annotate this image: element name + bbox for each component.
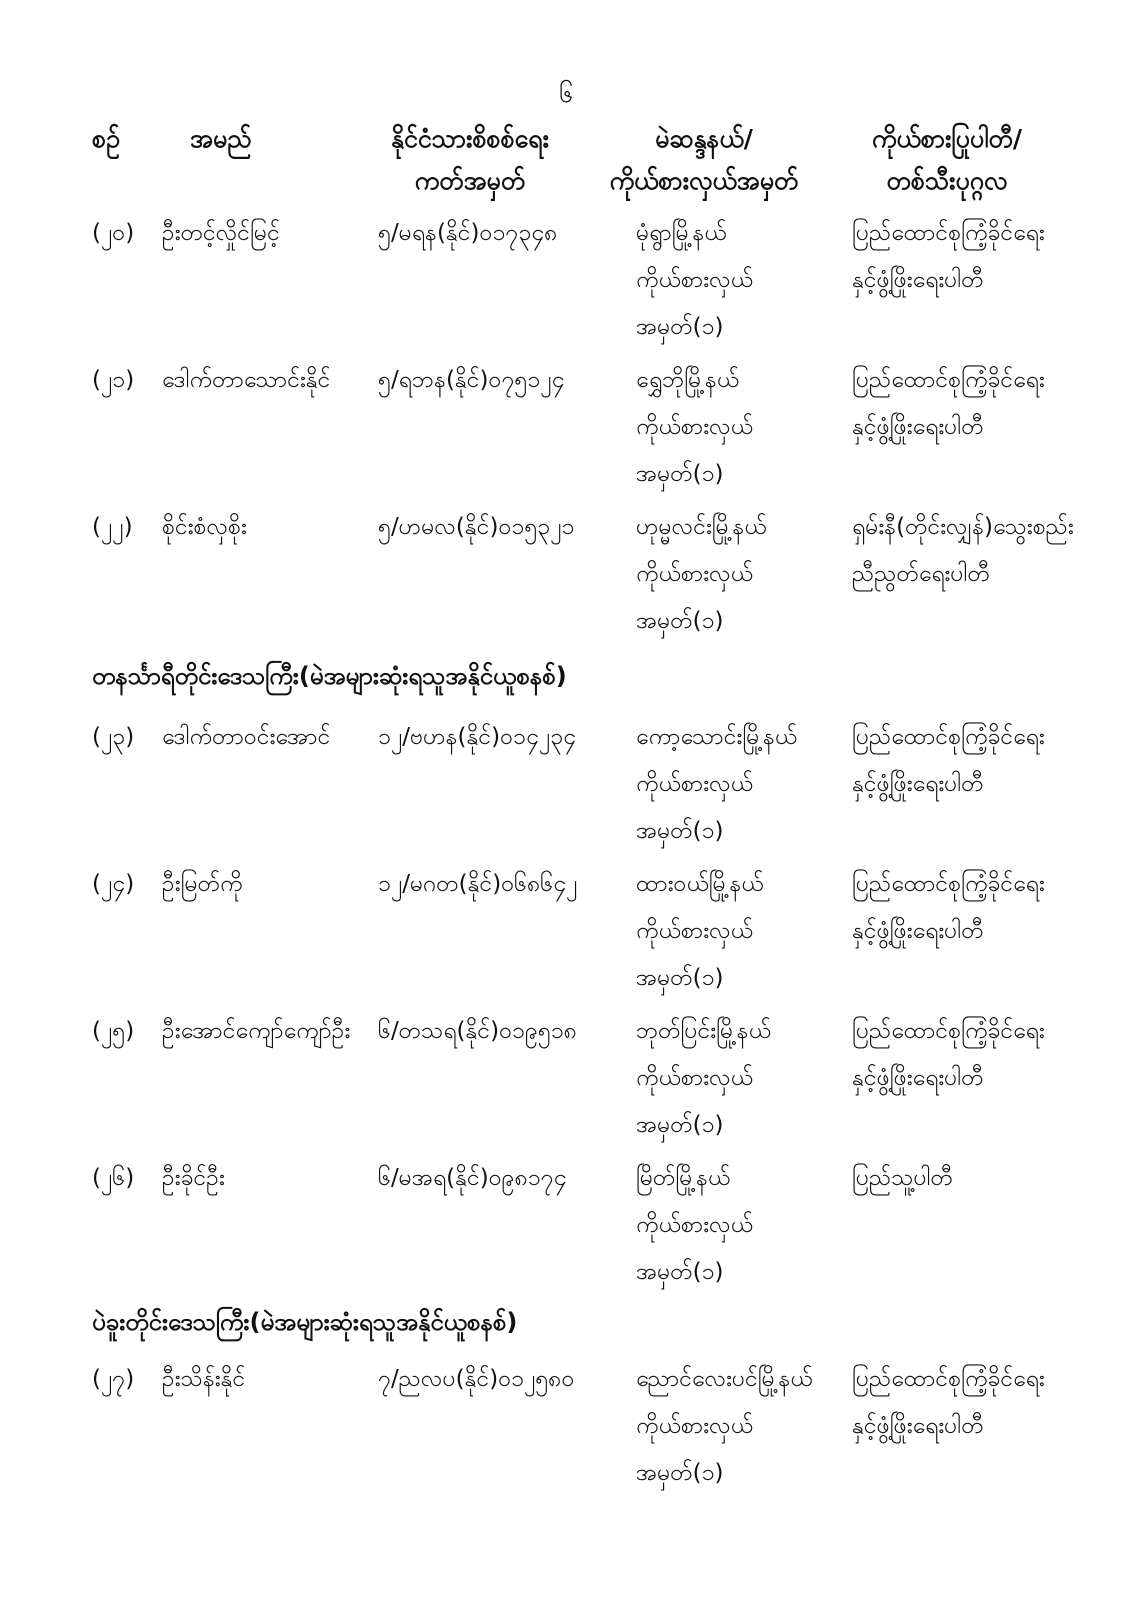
- row-number: (၂၇): [92, 1366, 135, 1392]
- constituency-line: အမှတ်(၁): [636, 314, 724, 340]
- section-title-tanintharyi: တနင်္သာရီတိုင်းဒေသကြီး(မဲအများဆုံးရသူအနိုင်ယူစနစ်): [92, 662, 567, 690]
- party-line: ရှမ်းနီ(တိုင်းလျှန်)သွေးစည်း: [852, 514, 1074, 540]
- candidate-name: ဦးအောင်ကျော်ကျော်ဦး: [162, 1018, 351, 1044]
- header-constituency-line2: ကိုယ်စားလှယ်အမှတ်: [609, 166, 799, 195]
- constituency-line: ဟုမ္မလင်းမြို့နယ်: [636, 514, 767, 540]
- candidate-name: ဒေါက်တာဝင်းအောင်: [162, 724, 331, 750]
- constituency-line: ကိုယ်စားလှယ်: [636, 1212, 753, 1238]
- row-number: (၂၂): [92, 514, 133, 540]
- constituency: [636, 504, 767, 645]
- header-nrc-line2: ကတ်အမှတ်: [414, 166, 526, 195]
- party-line: နှင့်ဖွံ့ဖြိုးရေးပါတီ: [852, 771, 984, 797]
- constituency-line: ရွှေဘိုမြို့နယ်: [636, 367, 740, 393]
- constituency-line: အမှတ်(၁): [636, 1460, 724, 1486]
- candidate-name: စိုင်းစံလှစိုး: [162, 514, 247, 540]
- candidate-name: ဒေါက်တာသောင်းနိုင်: [162, 367, 331, 393]
- row-number: (၂၁): [92, 367, 135, 393]
- row-number: (၂၀): [92, 220, 135, 246]
- header-constituency-line1: မဲဆန္ဒနယ်/: [655, 124, 753, 153]
- party-line: ညီညွတ်ရေးပါတီ: [852, 561, 990, 587]
- party-line: ပြည်သူ့ပါတီ: [852, 1165, 953, 1191]
- row-number: (၂၆): [92, 1165, 135, 1191]
- header-name: အမည်: [190, 124, 252, 153]
- constituency: [636, 1008, 771, 1149]
- nrc-number: ၅/ရဘန(နိုင်)၀၇၅၁၂၄: [378, 367, 565, 393]
- constituency: [636, 1155, 753, 1296]
- header-party-line1: ကိုယ်စားပြုပါတီ/: [872, 124, 1022, 153]
- party: [852, 861, 1045, 955]
- party: [852, 357, 1045, 451]
- constituency-line: ကိုယ်စားလှယ်: [636, 1065, 753, 1091]
- constituency-line: ကိုယ်စားလှယ်: [636, 771, 753, 797]
- constituency-line: ကိုယ်စားလှယ်: [636, 1413, 753, 1439]
- party-line: ပြည်ထောင်စုကြံ့ခိုင်ရေး: [852, 724, 1045, 750]
- constituency: [636, 1356, 813, 1497]
- nrc-number: ၁၂/ဗဟန(နိုင်)၀၁၄၂၃၄: [378, 724, 577, 750]
- party: [852, 1356, 1045, 1450]
- constituency-line: ကော့သောင်းမြို့နယ်: [636, 724, 798, 750]
- constituency: [636, 357, 753, 498]
- constituency-line: ကိုယ်စားလှယ်: [636, 918, 753, 944]
- constituency: [636, 714, 797, 855]
- party: [852, 504, 1074, 598]
- party-line: ပြည်ထောင်စုကြံ့ခိုင်ရေး: [852, 367, 1045, 393]
- party-line: နှင့်ဖွံ့ဖြိုးရေးပါတီ: [852, 918, 984, 944]
- candidate-name: ဦးသိန်းနိုင်: [162, 1366, 246, 1392]
- party-line: ပြည်ထောင်စုကြံ့ခိုင်ရေး: [852, 220, 1045, 246]
- header-party: [836, 118, 1058, 202]
- constituency-line: မြိတ်မြို့နယ်: [636, 1165, 731, 1191]
- constituency-line: ညောင်လေးပင်မြို့နယ်: [636, 1366, 813, 1392]
- party: [852, 1008, 1045, 1102]
- party-line: နှင့်ဖွံ့ဖြိုးရေးပါတီ: [852, 414, 984, 440]
- constituency-line: ကိုယ်စားလှယ်: [636, 267, 753, 293]
- nrc-number: ၆/မအရ(နိုင်)၀၉၈၁၇၄: [378, 1165, 567, 1191]
- party-line: ပြည်ထောင်စုကြံ့ခိုင်ရေး: [852, 1366, 1045, 1392]
- party-line: ပြည်ထောင်စုကြံ့ခိုင်ရေး: [852, 871, 1045, 897]
- party-line: နှင့်ဖွံ့ဖြိုးရေးပါတီ: [852, 267, 984, 293]
- constituency-line: ကိုယ်စားလှယ်: [636, 561, 753, 587]
- constituency-line: အမှတ်(၁): [636, 461, 724, 487]
- party-line: နှင့်ဖွံ့ဖြိုးရေးပါတီ: [852, 1065, 984, 1091]
- constituency-line: အမှတ်(၁): [636, 818, 724, 844]
- header-nrc: [360, 118, 580, 202]
- constituency-line: အမှတ်(၁): [636, 608, 724, 634]
- constituency: [636, 861, 764, 1002]
- nrc-number: ၅/မရန(နိုင်)၀၁၇၃၄၈: [378, 220, 558, 246]
- header-constituency: [592, 118, 816, 202]
- party: [852, 1155, 953, 1202]
- constituency-line: ဘုတ်ပြင်းမြို့နယ်: [636, 1018, 771, 1044]
- section-title-bago: ပဲခူးတိုင်းဒေသကြီး(မဲအများဆုံးရသူအနိုင်ယူစနစ်): [92, 1308, 518, 1336]
- nrc-number: ၇/ညလပ(နိုင်)၀၁၂၅၈၀: [378, 1366, 575, 1392]
- constituency: [636, 210, 753, 351]
- row-number: (၂၃): [92, 724, 135, 750]
- party-line: ပြည်ထောင်စုကြံ့ခိုင်ရေး: [852, 1018, 1045, 1044]
- header-party-line2: တစ်သီးပုဂ္ဂလ: [886, 166, 1008, 195]
- constituency-line: အမှတ်(၁): [636, 965, 724, 991]
- constituency-line: မုံရွာမြို့နယ်: [636, 220, 727, 246]
- party: [852, 714, 1045, 808]
- candidate-name: ဦးတင့်လှိုင်မြင့်: [162, 220, 280, 246]
- header-nrc-line1: နိုင်ငံသားစိစစ်ရေး: [391, 124, 549, 153]
- party: [852, 210, 1045, 304]
- row-number: (၂၅): [92, 1018, 135, 1044]
- constituency-line: အမှတ်(၁): [636, 1259, 724, 1285]
- nrc-number: ၆/တသရ(နိုင်)၀၁၉၅၁၈: [378, 1018, 577, 1044]
- nrc-number: ၁၂/မဂတ(နိုင်)၀၆၈၆၄၂: [378, 871, 578, 897]
- party-line: နှင့်ဖွံ့ဖြိုးရေးပါတီ: [852, 1413, 984, 1439]
- page-number: ၆: [558, 79, 574, 108]
- candidate-name: ဦးမြတ်ကို: [162, 871, 243, 897]
- candidate-name: ဦးခိုင်ဦး: [162, 1165, 225, 1191]
- row-number: (၂၄): [92, 871, 135, 897]
- nrc-number: ၅/ဟမလ(နိုင်)၀၁၅၃၂၁: [378, 514, 575, 540]
- constituency-line: အမှတ်(၁): [636, 1112, 724, 1138]
- header-no: စဉ်: [92, 124, 120, 153]
- constituency-line: ထားဝယ်မြို့နယ်: [636, 871, 764, 897]
- constituency-line: ကိုယ်စားလှယ်: [636, 414, 753, 440]
